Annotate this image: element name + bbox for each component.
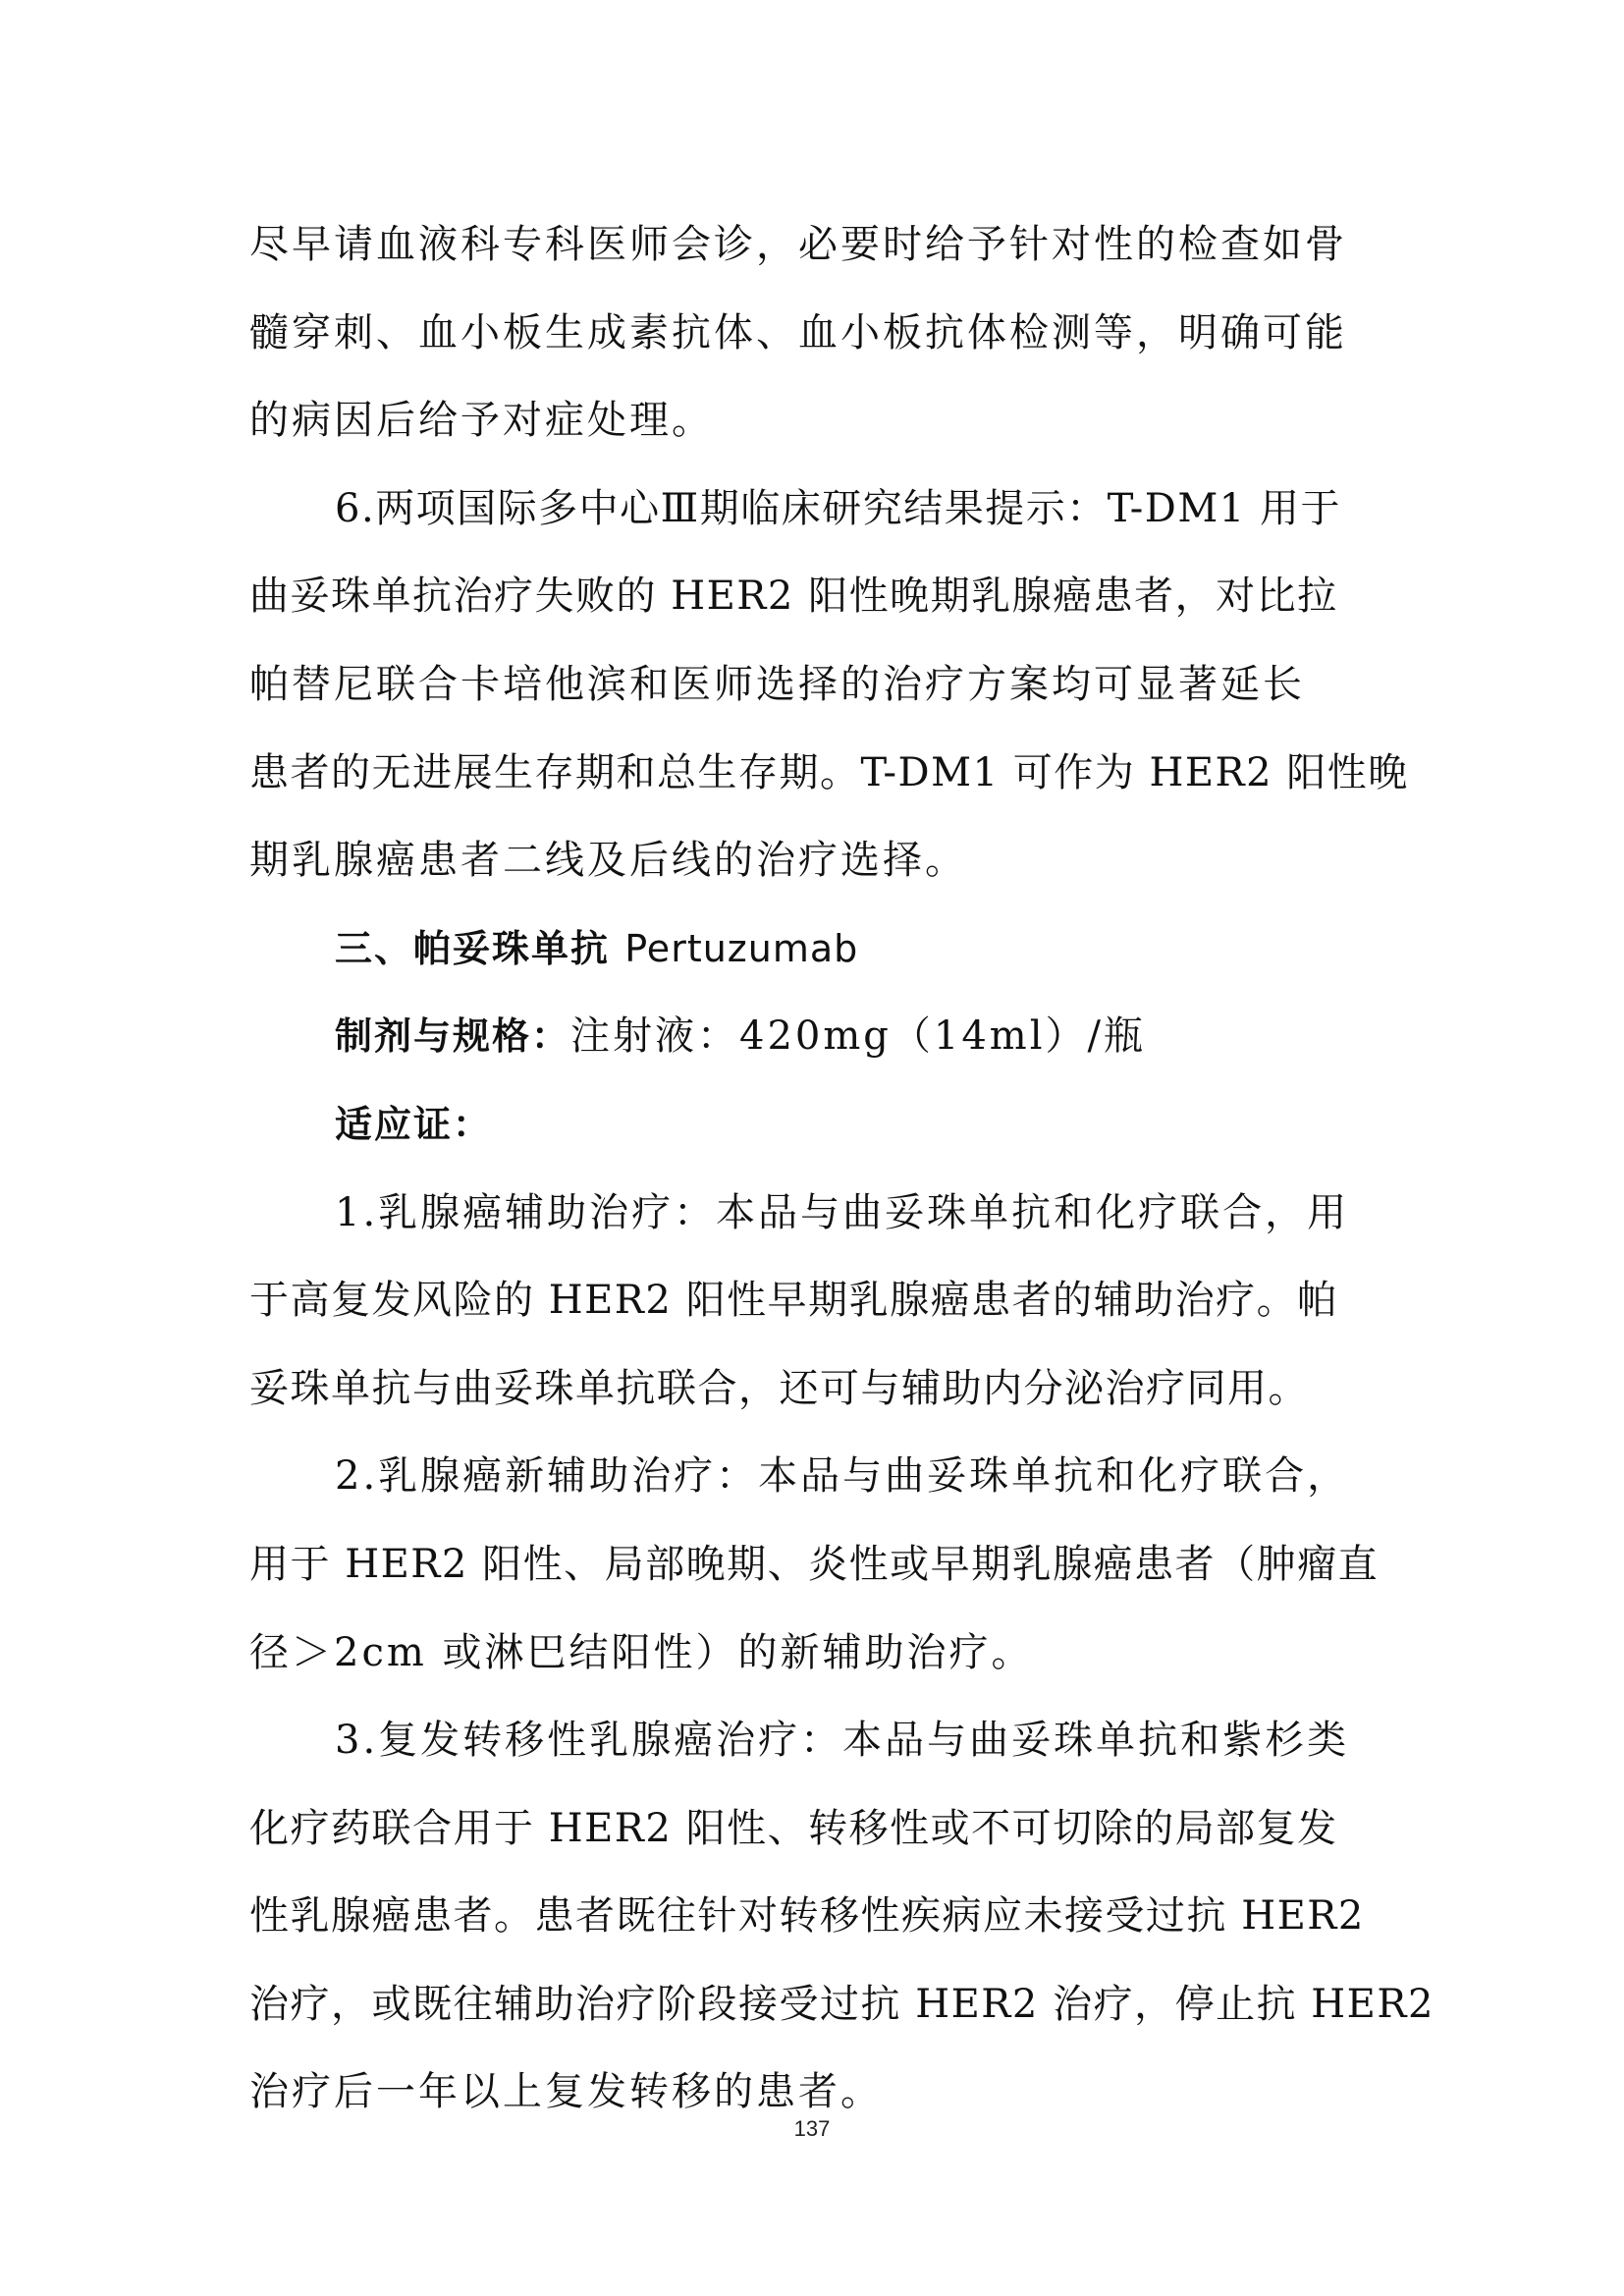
indication-3 — [249, 1697, 1435, 2137]
text-line: 的病因后给予对症处理。 — [249, 398, 714, 444]
page-body — [249, 201, 1435, 2137]
text-line: 治疗，或既往辅助治疗阶段接受过抗 HER2 治疗，停止抗 HER2 — [249, 1981, 1435, 2027]
paragraph-continuation — [249, 201, 1388, 465]
text-line: 髓穿刺、血小板生成素抗体、血小板抗体检测等，明确可能 — [249, 309, 1347, 355]
text-line: 曲妥珠单抗治疗失败的 HER2 阳性晚期乳腺癌患者，对比拉 — [249, 574, 1338, 620]
text-line: 化疗药联合用于 HER2 阳性、转移性或不可切除的局部复发 — [249, 1805, 1338, 1851]
text-line: 用于 HER2 阳性、局部晚期、炎性或早期乳腺癌患者（肿瘤直 — [249, 1541, 1380, 1587]
text-line: 治疗后一年以上复发转移的患者。 — [249, 2069, 883, 2115]
section-heading-latin: Pertuzumab — [624, 926, 859, 970]
page-number: 137 — [793, 2116, 831, 2141]
text-line: 6.两项国际多中心Ⅲ期临床研究结果提示：T-DM1 用于 — [335, 485, 1341, 531]
indications-label: 适应证： — [335, 1102, 493, 1146]
spec-value: 注射液：420mg（14ml）/瓶 — [570, 1013, 1146, 1060]
text-line: 帕替尼联合卡培他滨和医师选择的治疗方案均可显著延长 — [249, 661, 1305, 707]
spec-line — [249, 993, 1388, 1081]
indication-1 — [249, 1170, 1388, 1434]
section-heading-chinese: 三、帕妥珠单抗 — [335, 926, 611, 970]
indication-2 — [249, 1433, 1388, 1697]
text-line: 于高复发风险的 HER2 阳性早期乳腺癌患者的辅助治疗。帕 — [249, 1278, 1338, 1324]
text-line: 性乳腺癌患者。患者既往针对转移性疾病应未接受过抗 HER2 — [249, 1893, 1365, 1940]
section-heading — [249, 905, 1388, 994]
spec-label: 制剂与规格： — [335, 1014, 571, 1059]
text-line: 3.复发转移性乳腺癌治疗：本品与曲妥珠单抗和紫杉类 — [335, 1718, 1350, 1764]
text-line: 径＞2cm 或淋巴结阳性）的新辅助治疗。 — [249, 1629, 1034, 1675]
text-line: 妥珠单抗与曲妥珠单抗联合，还可与辅助内分泌治疗同用。 — [249, 1365, 1309, 1411]
text-line: 2.乳腺癌新辅助治疗：本品与曲妥珠单抗和化疗联合， — [335, 1453, 1350, 1500]
text-line: 患者的无进展生存期和总生存期。T-DM1 可作为 HER2 阳性晚 — [249, 749, 1409, 795]
indications-line — [249, 1081, 1388, 1170]
paragraph-item-6 — [249, 465, 1409, 905]
text-line: 1.乳腺癌辅助治疗：本品与曲妥珠单抗和化疗联合，用 — [335, 1189, 1350, 1235]
text-line: 期乳腺癌患者二线及后线的治疗选择。 — [249, 838, 967, 884]
text-line: 尽早请血液科专科医师会诊，必要时给予针对性的检查如骨 — [249, 222, 1347, 267]
